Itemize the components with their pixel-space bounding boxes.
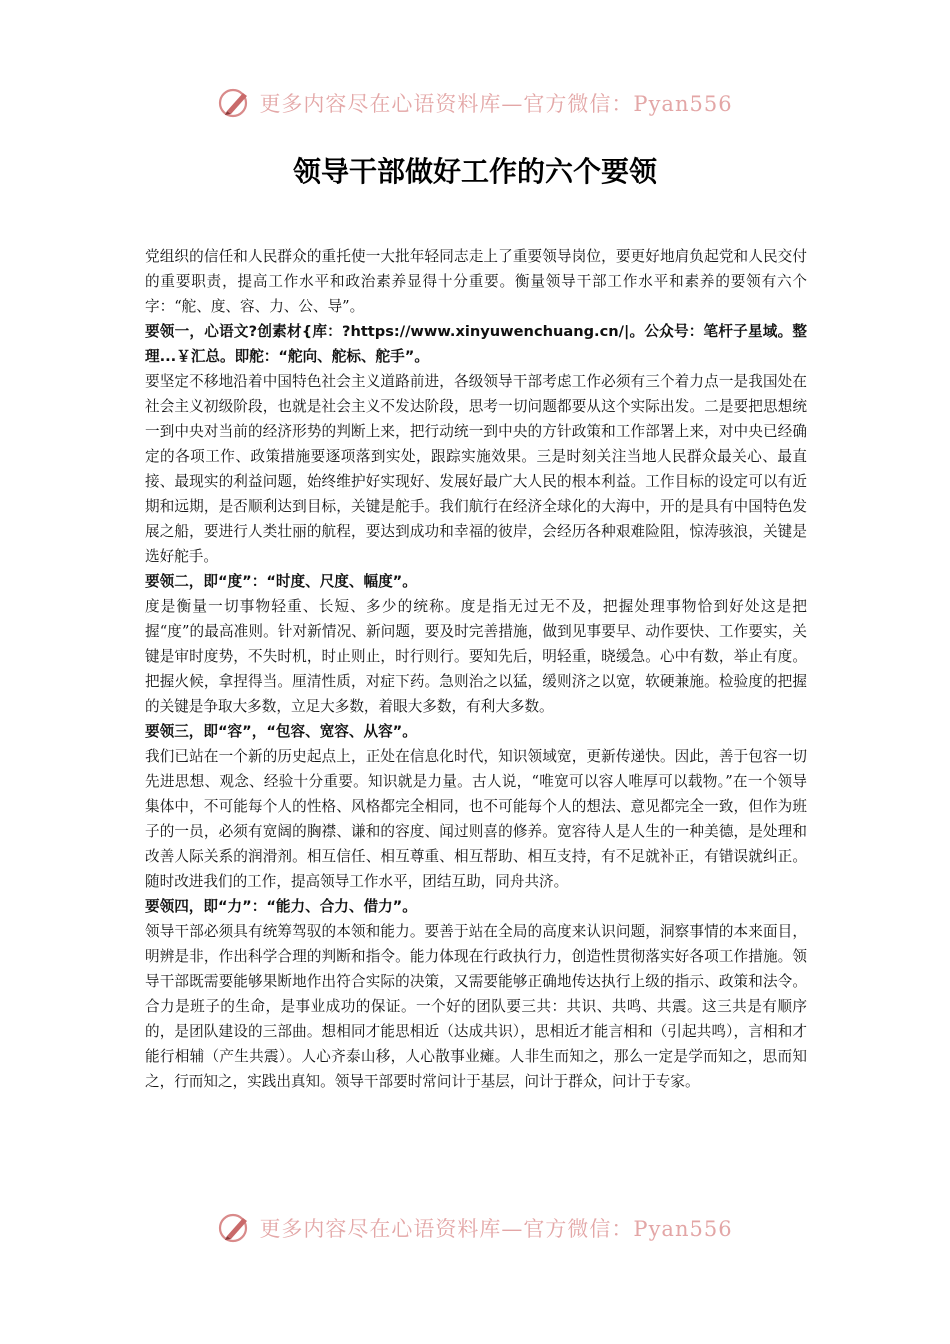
watermark-text: 更多内容尽在心语资料库—官方微信：Pyan556 bbox=[259, 1217, 733, 1241]
document-title: 领导干部做好工作的六个要领 bbox=[292, 155, 657, 188]
pen-logo-icon bbox=[217, 1210, 253, 1246]
header-watermark-banner bbox=[0, 83, 950, 123]
section-heading: 要领四，即“力”：“能力、合力、借力”。 bbox=[145, 898, 417, 915]
body-paragraph: 要坚定不移地沿着中国特色社会主义道路前进，各级领导干部考虑工作必须有三个着力点一是我国处在社会主义初级阶段，也就是社会主义不发达阶段，思考一切问题都要从这个实际出发。二是要把思想统一到中央对当前的经济形势的判断上来，把行动统一到中央的方针政策和工作部署上来，对中央已经确定的各项工作、政策措施要逐项落到实处，跟踪实施效果。三是时刻关注当地人民群众最关心、最直接、最现实的利益问题，始终维护好实现好、发展好最广大人民的根本利益。工作目标的设定可以有近期和远期，是否顺利达到目标，关键是舵手。我们航行在经济全球化的大海中，开的是具有中国特色发展之船，要进行人类壮丽的航程，要达到成功和幸福的彼岸，会经历各种艰难险阻，惊涛骇浪，关键是选好舵手。 bbox=[145, 373, 807, 565]
body-paragraph: 领导干部必须具有统筹驾驭的本领和能力。要善于站在全局的高度来认识问题，洞察事情的本来面目，明辨是非，作出科学合理的判断和指令。能力体现在行政执行力，创造性贯彻落实好各项工作措施。领导干部既需要能够果断地作出符合实际的决策，又需要能够正确地传达执行上级的指示、政策和法令。合力是班子的生命，是事业成功的保证。一个好的团队要三共：共识、共鸣、共震。这三共是有顺序的，是团队建设的三部曲。想相同才能思相近（达成共识），思相近才能言相和（引起共鸣），言相和才能行相辅（产生共震）。人心齐泰山移，人心散事业瘫。人非生而知之，那么一定是学而知之，思而知之，行而知之，实践出真知。领导干部要时常问计于基层，问计于群众，问计于专家。 bbox=[145, 923, 807, 1090]
document-body bbox=[145, 244, 807, 1094]
body-paragraph: 度是衡量一切事物轻重、长短、多少的统称。度是指无过无不及，把握处理事物恰到好处这是把握“度”的最高准则。针对新情况、新问题，要及时完善措施，做到见事要早、动作要快、工作要实，关键是审时度势，不失时机，时止则止，时行则行。要知先后，明轻重，晓缓急。心中有数，举止有度。把握火候，拿捏得当。厘清性质，对症下药。急则治之以猛，缓则济之以宽，软硬兼施。检验度的把握的关键是争取大多数，立足大多数，着眼大多数，有利大多数。 bbox=[145, 598, 807, 715]
pen-logo-icon bbox=[217, 85, 253, 121]
body-paragraph: 党组织的信任和人民群众的重托使一大批年轻同志走上了重要领导岗位，要更好地肩负起党和人民交付的重要职责，提高工作水平和政治素养显得十分重要。衡量领导干部工作水平和素养的要领有六个字：“舵、度、容、力、公、导”。 bbox=[145, 248, 807, 315]
section-heading: 要领二，即“度”：“时度、尺度、幅度”。 bbox=[145, 573, 417, 590]
section-heading: 要领一，心语文?创素材{库：?https://www.xinyuwenchuang.cn/|。公众号：笔杆子星域。整理...￥汇总。即舵：“舵向、舵标、舵手”。 bbox=[145, 323, 807, 365]
section-heading: 要领三，即“容”，“包容、宽容、从容”。 bbox=[145, 723, 417, 740]
body-paragraph: 我们已站在一个新的历史起点上，正处在信息化时代，知识领域宽，更新传递快。因此，善于包容一切先进思想、观念、经验十分重要。知识就是力量。古人说，“唯宽可以容人唯厚可以载物。”在一个领导集体中，不可能每个人的性格、风格都完全相同，也不可能每个人的想法、意见都完全一致，但作为班子的一员，必须有宽阔的胸襟、谦和的容度、闻过则喜的修养。宽容待人是人生的一种美德，是处理和改善人际关系的润滑剂。相互信任、相互尊重、相互帮助、相互支持，有不足就补正，有错误就纠正。随时改进我们的工作，提高领导工作水平，团结互助，同舟共济。 bbox=[145, 748, 807, 890]
footer-watermark-banner bbox=[0, 1208, 950, 1248]
watermark-text: 更多内容尽在心语资料库—官方微信：Pyan556 bbox=[259, 92, 733, 116]
